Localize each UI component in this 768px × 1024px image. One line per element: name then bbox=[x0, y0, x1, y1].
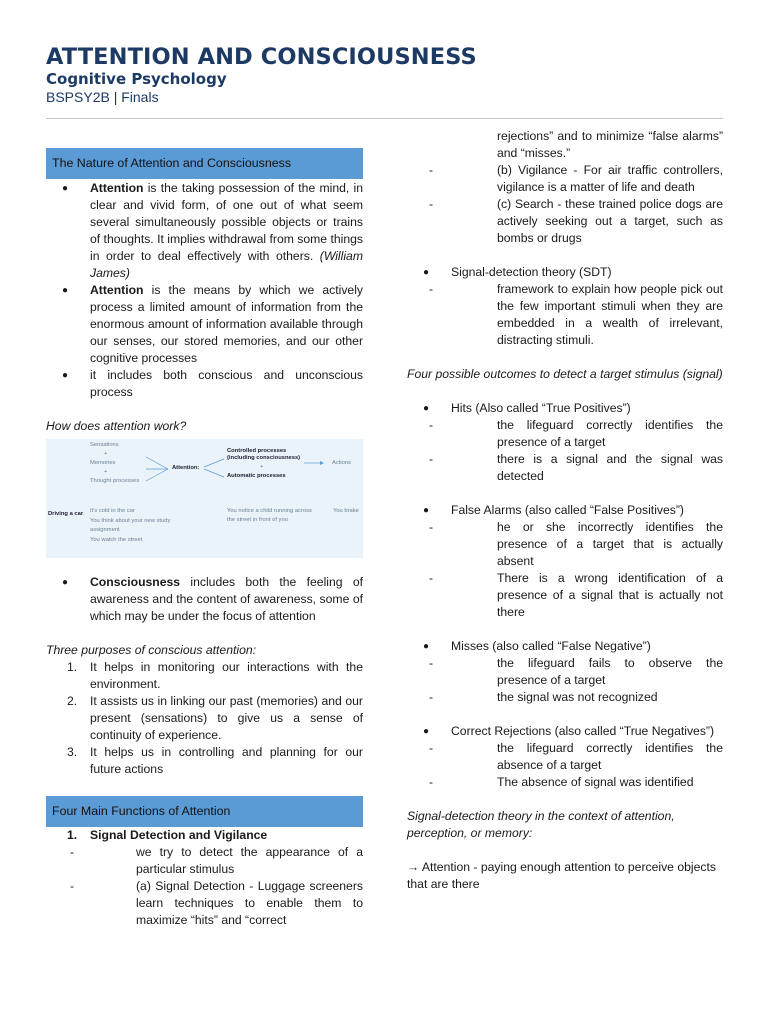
diagram-label: Thought processes bbox=[90, 478, 140, 484]
list-text: the lifeguard correctly identifies the absence of a target bbox=[497, 741, 723, 772]
hits-dashes bbox=[407, 417, 723, 485]
list-item bbox=[46, 878, 363, 929]
definition-text: includes both the feeling of awareness and the content of awareness, some of which may be under the focus of attention bbox=[90, 575, 363, 623]
diagram-label: It's cold in the car bbox=[90, 508, 135, 514]
signal-detection-dashes bbox=[46, 844, 363, 929]
misses-dashes bbox=[407, 655, 723, 706]
function-title: Signal Detection and Vigilance bbox=[90, 828, 268, 842]
list-item bbox=[407, 723, 723, 740]
signal-detection-dashes-cont bbox=[407, 162, 723, 247]
list-text: the signal was not recognized bbox=[497, 690, 658, 704]
list-text: (b) Vigilance - For air traffic controllers, vigilance is a matter of life and death bbox=[497, 163, 723, 194]
definition-text: is the means by which we actively process a limited amount of information from the enormous amount of information available through our senses, our stored memories, and our other cognitive processes bbox=[90, 283, 363, 365]
term-consciousness: Consciousness bbox=[90, 575, 181, 589]
attention-arrow-line: → Attention - paying enough attention to perceive objects that are there bbox=[407, 860, 716, 891]
list-text: It assists us in linking our past (memories) and our present (sensations) to give us a sense of continuity of experience. bbox=[90, 694, 363, 742]
list-item bbox=[46, 744, 363, 778]
list-item bbox=[407, 655, 723, 689]
hits-bullet bbox=[407, 400, 723, 417]
header-divider bbox=[46, 118, 723, 119]
four-outcomes-heading: Four possible outcomes to detect a target stimulus (signal) bbox=[407, 367, 723, 381]
list-item bbox=[407, 689, 723, 706]
list-text: the lifeguard correctly identifies the presence of a target bbox=[497, 418, 723, 449]
functions-list bbox=[46, 827, 363, 844]
list-text: we try to detect the appearance of a particular stimulus bbox=[136, 845, 363, 876]
correct-rejections-dashes bbox=[407, 740, 723, 791]
list-item bbox=[407, 638, 723, 655]
document-subtitle: Cognitive Psychology bbox=[46, 70, 227, 88]
list-text: Correct Rejections (also called “True Negatives”) bbox=[451, 724, 715, 738]
list-item bbox=[407, 451, 723, 485]
list-text: False Alarms (also called “False Positives”) bbox=[451, 503, 684, 517]
section-heading-nature: The Nature of Attention and Consciousness bbox=[46, 148, 363, 179]
list-text: Signal-detection theory (SDT) bbox=[451, 265, 612, 279]
diagram-label: assignment bbox=[90, 527, 120, 533]
diagram-label: You notice a child running across bbox=[227, 508, 312, 514]
list-text: (a) Signal Detection - Luggage screeners learn techniques to enable them to maximize “hits” and “correct bbox=[136, 879, 363, 927]
list-text: there is a signal and the signal was detected bbox=[497, 452, 723, 483]
list-number: 1. bbox=[67, 828, 78, 842]
diagram-label: Driving a car bbox=[48, 511, 84, 517]
diagram-label: Sensations bbox=[90, 442, 119, 448]
diagram-label: You watch the street bbox=[90, 537, 143, 543]
list-item bbox=[407, 264, 723, 281]
list-text: (c) Search - these trained police dogs are actively seeking out a target, such as bombs or drugs bbox=[497, 197, 723, 245]
list-text: It helps us in controlling and planning for our future actions bbox=[90, 745, 363, 776]
purposes-list bbox=[46, 659, 363, 778]
list-item bbox=[407, 519, 723, 570]
list-item bbox=[46, 574, 363, 625]
list-item bbox=[407, 774, 723, 791]
diagram-label: You think about your new study bbox=[90, 518, 171, 524]
sdt-bullet bbox=[407, 264, 723, 281]
list-number: 2. bbox=[67, 694, 78, 708]
term-attention: Attention bbox=[90, 283, 144, 297]
diagram-label: Controlled processes bbox=[227, 448, 287, 454]
list-text: The absence of signal was identified bbox=[497, 775, 694, 789]
sdt-dashes bbox=[407, 281, 723, 349]
continued-text: rejections” and to minimize “false alarms” and “misses.” bbox=[497, 129, 723, 160]
course-label: BSPSY2B | Finals bbox=[46, 89, 159, 105]
list-text: framework to explain how people pick out the few important stimuli when they are embedded in a wealth of irrelevant, distracting stimuli. bbox=[497, 282, 723, 347]
diagram-label: + bbox=[104, 469, 108, 475]
list-item bbox=[46, 693, 363, 744]
diagram-label: Attention: bbox=[172, 465, 200, 471]
definition-text: is the taking possession of the mind, in clear and vivid form, of one out of what seem several simultaneously possible objects or trains of thoughts. It implies withdrawal from some things in order to deal effectively with others. bbox=[90, 181, 363, 263]
diagram-label: the street in front of you bbox=[227, 517, 288, 523]
list-text: the lifeguard fails to observe the presence of a target bbox=[497, 656, 723, 687]
false-alarms-dashes bbox=[407, 519, 723, 621]
diagram-label: You brake bbox=[333, 508, 359, 514]
diagram-label: Automatic processes bbox=[227, 473, 286, 479]
correct-rejections-bullet bbox=[407, 723, 723, 740]
attention-diagram bbox=[46, 439, 363, 558]
false-alarms-bullet bbox=[407, 502, 723, 519]
list-number: 1. bbox=[67, 660, 78, 674]
list-item bbox=[46, 180, 363, 282]
list-item bbox=[407, 196, 723, 247]
list-item bbox=[407, 417, 723, 451]
nature-bullets bbox=[46, 180, 363, 401]
sdt-context-heading: Signal-detection theory in the context of attention, perception, or memory: bbox=[407, 809, 675, 840]
list-text: It helps in monitoring our interactions with the environment. bbox=[90, 660, 363, 691]
list-text: Hits (Also called “True Positives”) bbox=[451, 401, 631, 415]
list-number: 3. bbox=[67, 745, 78, 759]
right-column bbox=[407, 128, 723, 893]
list-item bbox=[407, 281, 723, 349]
term-attention: Attention bbox=[90, 181, 144, 195]
section-heading-functions: Four Main Functions of Attention bbox=[46, 796, 363, 827]
list-item bbox=[407, 570, 723, 621]
list-text: he or she incorrectly identifies the presence of a target that is actually absent bbox=[497, 520, 723, 568]
document-title: ATTENTION AND CONSCIOUSNESS bbox=[46, 44, 477, 70]
diagram-label: Actions bbox=[332, 460, 352, 466]
list-item bbox=[46, 367, 363, 401]
diagram-label: + bbox=[104, 451, 108, 457]
misses-bullet bbox=[407, 638, 723, 655]
list-item bbox=[407, 400, 723, 417]
list-item bbox=[46, 659, 363, 693]
list-item bbox=[46, 282, 363, 367]
list-item bbox=[407, 502, 723, 519]
list-text: There is a wrong identification of a presence of a signal that is actually not there bbox=[497, 571, 723, 619]
list-item bbox=[46, 827, 363, 844]
list-item bbox=[407, 162, 723, 196]
question-three-purposes: Three purposes of conscious attention: bbox=[46, 643, 257, 657]
left-column bbox=[46, 148, 363, 929]
diagram-label: (including consciousness) bbox=[227, 455, 301, 461]
citation: (William James) bbox=[90, 249, 363, 280]
list-text: Misses (also called “False Negative”) bbox=[451, 639, 651, 653]
list-item bbox=[407, 740, 723, 774]
list-item bbox=[46, 844, 363, 878]
diagram-label: + bbox=[260, 464, 264, 470]
question-how-attention-works: How does attention work? bbox=[46, 419, 187, 433]
definition-text: it includes both conscious and unconscious process bbox=[90, 368, 363, 399]
consciousness-bullets bbox=[46, 574, 363, 625]
document-header bbox=[46, 44, 736, 106]
diagram-label: Memories bbox=[90, 460, 116, 466]
